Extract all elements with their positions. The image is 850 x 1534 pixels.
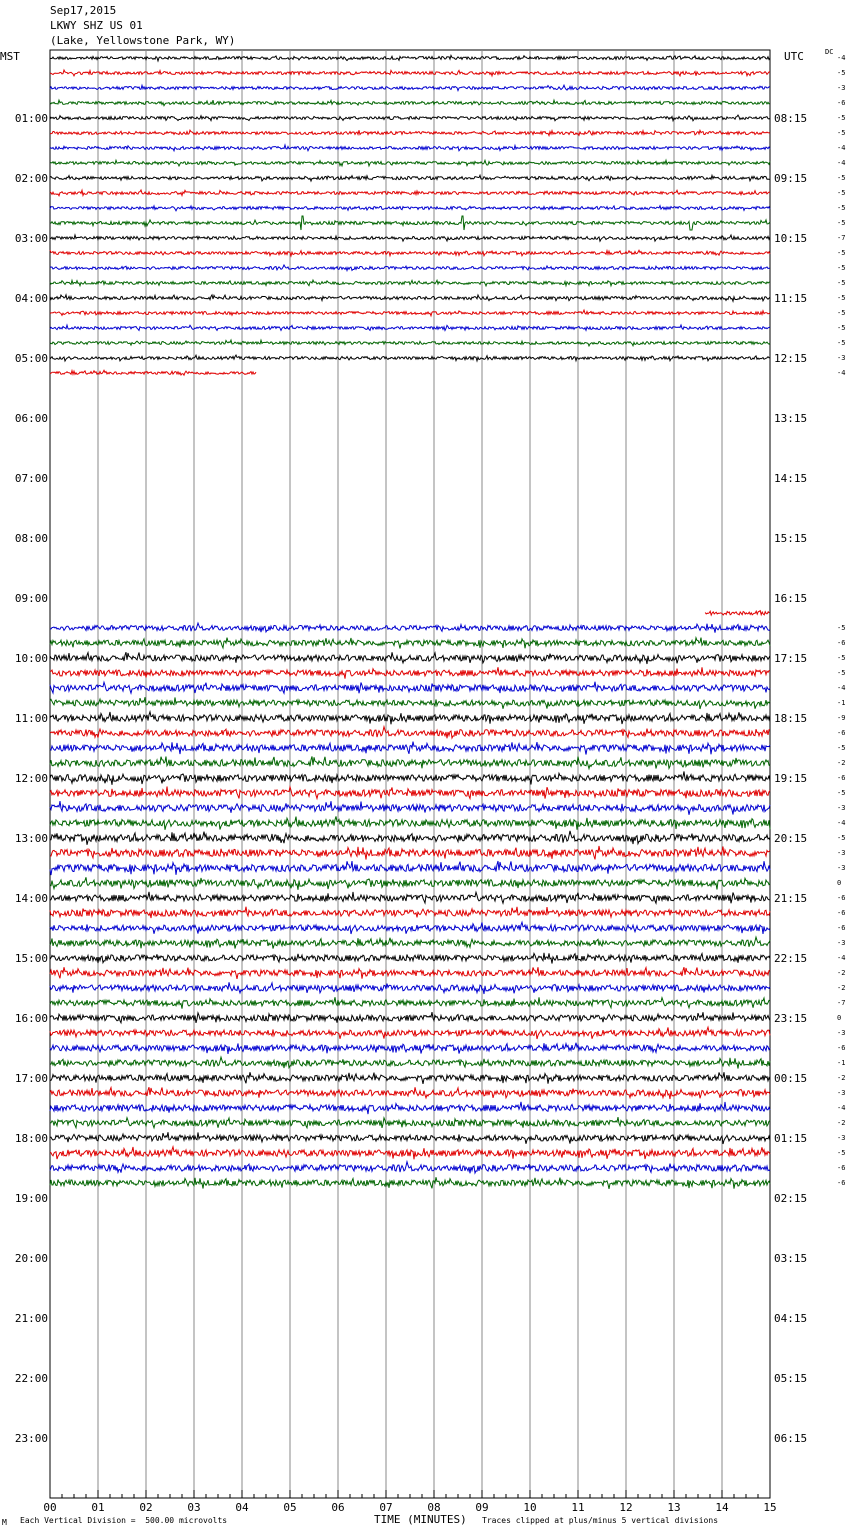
dc-offset-value: -3 bbox=[837, 1029, 846, 1037]
dc-offset-value: -1 bbox=[837, 699, 846, 707]
hour-label-mst: 04:00 bbox=[14, 292, 48, 305]
dc-offset-value: -9 bbox=[837, 714, 846, 722]
hour-label-utc: 06:15 bbox=[774, 1432, 808, 1445]
x-tick-label: 04 bbox=[235, 1501, 249, 1514]
hour-label-mst: 03:00 bbox=[14, 232, 48, 245]
dc-offset-value: -4 bbox=[837, 159, 846, 167]
trace-line bbox=[50, 160, 770, 166]
dc-offset-value: -4 bbox=[837, 1104, 846, 1112]
hour-label-mst: 06:00 bbox=[14, 412, 48, 425]
x-tick-label: 01 bbox=[91, 1501, 105, 1514]
trace-line bbox=[50, 997, 770, 1009]
hour-label-mst: 19:00 bbox=[14, 1192, 48, 1205]
hour-label-utc: 17:15 bbox=[774, 652, 808, 665]
station-location: (Lake, Yellowstone Park, WY) bbox=[50, 34, 236, 47]
dc-offset-value: -5 bbox=[837, 624, 846, 632]
trace-line bbox=[50, 115, 770, 121]
trace-line bbox=[50, 652, 770, 664]
dc-offset-value: -3 bbox=[837, 939, 846, 947]
hour-label-utc: 02:15 bbox=[774, 1192, 808, 1205]
trace-line bbox=[50, 370, 256, 375]
vertical-scale-note: Each Vertical Division = 500.00 microvolts bbox=[20, 1516, 228, 1525]
trace-line bbox=[50, 310, 770, 316]
trace-line bbox=[50, 967, 770, 979]
trace-layer bbox=[50, 55, 770, 1189]
trace-line bbox=[50, 1087, 770, 1099]
trace-line bbox=[50, 1057, 770, 1068]
hour-label-mst: 08:00 bbox=[14, 532, 48, 545]
trace-line bbox=[50, 235, 770, 241]
dc-offset-value: -5 bbox=[837, 174, 846, 182]
trace-line bbox=[50, 712, 770, 725]
x-tick-label: 11 bbox=[571, 1501, 585, 1514]
trace-line bbox=[50, 667, 770, 679]
trace-line bbox=[50, 265, 770, 271]
x-tick-label: 10 bbox=[523, 1501, 537, 1514]
trace-line bbox=[50, 206, 770, 211]
trace-line bbox=[50, 907, 770, 918]
trace-line bbox=[50, 145, 770, 151]
dc-offset-value: -3 bbox=[837, 804, 846, 812]
hour-label-utc: 19:15 bbox=[774, 772, 808, 785]
record-date: Sep17,2015 bbox=[50, 4, 117, 17]
dc-offset-value: -2 bbox=[837, 969, 846, 977]
hour-label-utc: 23:15 bbox=[774, 1012, 808, 1025]
x-tick-label: 06 bbox=[331, 1501, 345, 1514]
dc-offset-value: -7 bbox=[837, 234, 846, 242]
dc-offset-value: -5 bbox=[837, 834, 846, 842]
hour-label-utc: 22:15 bbox=[774, 952, 808, 965]
scale-mark: M bbox=[2, 1518, 7, 1527]
dc-offset-value: -5 bbox=[837, 249, 846, 257]
dc-offset-value: -3 bbox=[837, 864, 846, 872]
trace-line bbox=[50, 70, 770, 76]
trace-line bbox=[50, 1102, 770, 1114]
hour-label-mst: 09:00 bbox=[14, 592, 48, 605]
hour-label-utc: 00:15 bbox=[774, 1072, 808, 1085]
trace-line bbox=[50, 1012, 770, 1023]
trace-line bbox=[50, 982, 770, 994]
hour-label-mst: 20:00 bbox=[14, 1252, 48, 1265]
hour-label-utc: 15:15 bbox=[774, 532, 808, 545]
trace-line bbox=[50, 787, 770, 799]
clip-note: Traces clipped at plus/minus 5 vertical divisions bbox=[482, 1516, 719, 1525]
trace-line bbox=[50, 877, 770, 890]
dc-offset-value: -6 bbox=[837, 894, 846, 902]
dc-offset-value: -5 bbox=[837, 189, 846, 197]
dc-offset-header: DC bbox=[825, 48, 834, 56]
hour-label-mst: 13:00 bbox=[14, 832, 48, 845]
dc-offset-value: -6 bbox=[837, 774, 846, 782]
hour-label-mst: 12:00 bbox=[14, 772, 48, 785]
hour-label-mst: 16:00 bbox=[14, 1012, 48, 1025]
trace-line bbox=[50, 1027, 770, 1039]
dc-offset-value: -4 bbox=[837, 954, 846, 962]
dc-offset-value: -6 bbox=[837, 924, 846, 932]
left-timezone-label: MST bbox=[0, 50, 20, 63]
hour-label-utc: 05:15 bbox=[774, 1372, 808, 1385]
dc-offset-value: -2 bbox=[837, 1074, 846, 1082]
trace-line bbox=[50, 340, 770, 346]
dc-offset-value: -5 bbox=[837, 279, 846, 287]
trace-line bbox=[50, 1043, 770, 1054]
x-axis-title: TIME (MINUTES) bbox=[374, 1513, 467, 1526]
hour-label-utc: 16:15 bbox=[774, 592, 808, 605]
trace-line bbox=[50, 771, 770, 784]
trace-line bbox=[705, 611, 769, 616]
hour-label-mst: 17:00 bbox=[14, 1072, 48, 1085]
trace-line bbox=[50, 85, 770, 90]
trace-line bbox=[50, 280, 770, 286]
trace-line bbox=[50, 742, 770, 755]
label-layer bbox=[15, 54, 846, 1514]
dc-offset-value: 0 bbox=[837, 879, 842, 887]
x-tick-label: 08 bbox=[427, 1501, 441, 1514]
hour-label-utc: 18:15 bbox=[774, 712, 808, 725]
trace-line bbox=[50, 190, 770, 196]
dc-offset-value: -3 bbox=[837, 1089, 846, 1097]
hour-label-mst: 10:00 bbox=[14, 652, 48, 665]
hour-label-utc: 04:15 bbox=[774, 1312, 808, 1325]
hour-label-utc: 12:15 bbox=[774, 352, 808, 365]
dc-offset-value: -5 bbox=[837, 294, 846, 302]
trace-line bbox=[50, 697, 770, 709]
trace-line bbox=[50, 801, 770, 815]
dc-offset-value: -5 bbox=[837, 219, 846, 227]
dc-offset-value: -3 bbox=[837, 354, 846, 362]
dc-offset-value: -4 bbox=[837, 819, 846, 827]
x-tick-label: 03 bbox=[187, 1501, 201, 1514]
trace-line bbox=[50, 727, 770, 739]
x-tick-label: 05 bbox=[283, 1501, 297, 1514]
dc-offset-value: -5 bbox=[837, 744, 846, 752]
x-tick-label: 00 bbox=[43, 1501, 57, 1514]
trace-line bbox=[50, 1117, 770, 1128]
dc-offset-value: -2 bbox=[837, 759, 846, 767]
hour-label-utc: 21:15 bbox=[774, 892, 808, 905]
x-tick-label: 12 bbox=[619, 1501, 633, 1514]
dc-offset-value: -6 bbox=[837, 909, 846, 917]
trace-line bbox=[50, 1177, 770, 1189]
trace-line bbox=[50, 130, 770, 135]
dc-offset-value: 0 bbox=[837, 1014, 842, 1022]
hour-label-utc: 01:15 bbox=[774, 1132, 808, 1145]
dc-offset-value: -4 bbox=[837, 144, 846, 152]
hour-label-utc: 11:15 bbox=[774, 292, 808, 305]
hour-label-utc: 09:15 bbox=[774, 172, 808, 185]
trace-line bbox=[50, 1162, 770, 1174]
trace-line bbox=[50, 55, 770, 61]
dc-offset-value: -6 bbox=[837, 729, 846, 737]
dc-offset-value: -3 bbox=[837, 849, 846, 857]
x-tick-label: 14 bbox=[715, 1501, 729, 1514]
trace-line bbox=[50, 846, 770, 860]
trace-line bbox=[50, 861, 770, 875]
dc-offset-value: -5 bbox=[837, 1149, 846, 1157]
trace-line bbox=[50, 355, 770, 361]
trace-line bbox=[50, 250, 770, 256]
trace-line bbox=[50, 1132, 770, 1144]
hour-label-utc: 20:15 bbox=[774, 832, 808, 845]
hour-label-mst: 18:00 bbox=[14, 1132, 48, 1145]
dc-offset-value: -6 bbox=[837, 1044, 846, 1052]
dc-offset-value: -1 bbox=[837, 1059, 846, 1067]
dc-offset-value: -5 bbox=[837, 654, 846, 662]
hour-label-mst: 07:00 bbox=[14, 472, 48, 485]
hour-label-utc: 08:15 bbox=[774, 112, 808, 125]
trace-line bbox=[50, 816, 770, 829]
hour-label-utc: 10:15 bbox=[774, 232, 808, 245]
trace-line bbox=[50, 682, 770, 694]
dc-offset-value: -5 bbox=[837, 204, 846, 212]
dc-offset-value: -4 bbox=[837, 54, 846, 62]
hour-label-utc: 13:15 bbox=[774, 412, 808, 425]
trace-line bbox=[50, 638, 770, 649]
dc-offset-value: -5 bbox=[837, 69, 846, 77]
trace-line bbox=[50, 922, 770, 934]
trace-line bbox=[50, 623, 770, 633]
trace-line bbox=[50, 295, 770, 301]
dc-offset-value: -5 bbox=[837, 789, 846, 797]
dc-offset-value: -6 bbox=[837, 99, 846, 107]
hour-label-mst: 11:00 bbox=[14, 712, 48, 725]
trace-line bbox=[50, 216, 770, 230]
x-tick-label: 13 bbox=[667, 1501, 681, 1514]
trace-line bbox=[50, 1147, 770, 1160]
trace-line bbox=[50, 175, 770, 181]
dc-offset-value: -3 bbox=[837, 1134, 846, 1142]
trace-line bbox=[50, 831, 770, 845]
hour-label-mst: 15:00 bbox=[14, 952, 48, 965]
hour-label-mst: 01:00 bbox=[14, 112, 48, 125]
hour-label-utc: 03:15 bbox=[774, 1252, 808, 1265]
trace-line bbox=[50, 756, 770, 768]
hour-label-utc: 14:15 bbox=[774, 472, 808, 485]
x-tick-label: 07 bbox=[379, 1501, 393, 1514]
dc-offset-value: -4 bbox=[837, 684, 846, 692]
dc-offset-value: -5 bbox=[837, 264, 846, 272]
trace-line bbox=[50, 892, 770, 904]
station-code: LKWY SHZ US 01 bbox=[50, 19, 143, 32]
dc-offset-value: -7 bbox=[837, 999, 846, 1007]
trace-line bbox=[50, 1072, 770, 1084]
hour-label-mst: 21:00 bbox=[14, 1312, 48, 1325]
dc-offset-value: -5 bbox=[837, 669, 846, 677]
right-timezone-label: UTC bbox=[784, 50, 804, 63]
dc-offset-value: -2 bbox=[837, 1119, 846, 1127]
hour-label-mst: 02:00 bbox=[14, 172, 48, 185]
dc-offset-value: -5 bbox=[837, 324, 846, 332]
trace-line bbox=[50, 953, 770, 964]
hour-label-mst: 05:00 bbox=[14, 352, 48, 365]
dc-offset-value: -5 bbox=[837, 114, 846, 122]
hour-label-mst: 23:00 bbox=[14, 1432, 48, 1445]
dc-offset-value: -5 bbox=[837, 309, 846, 317]
x-tick-label: 02 bbox=[139, 1501, 153, 1514]
hour-label-mst: 14:00 bbox=[14, 892, 48, 905]
dc-offset-value: -2 bbox=[837, 984, 846, 992]
dc-offset-value: -6 bbox=[837, 1164, 846, 1172]
dc-offset-value: -5 bbox=[837, 129, 846, 137]
trace-line bbox=[50, 937, 770, 949]
hour-label-mst: 22:00 bbox=[14, 1372, 48, 1385]
dc-offset-value: -6 bbox=[837, 639, 846, 647]
trace-line bbox=[50, 100, 770, 106]
dc-offset-value: -6 bbox=[837, 1179, 846, 1187]
dc-offset-value: -4 bbox=[837, 369, 846, 377]
trace-line bbox=[50, 325, 770, 331]
x-tick-label: 09 bbox=[475, 1501, 489, 1514]
x-tick-label: 15 bbox=[763, 1501, 777, 1514]
dc-offset-value: -5 bbox=[837, 339, 846, 347]
dc-offset-value: -3 bbox=[837, 84, 846, 92]
